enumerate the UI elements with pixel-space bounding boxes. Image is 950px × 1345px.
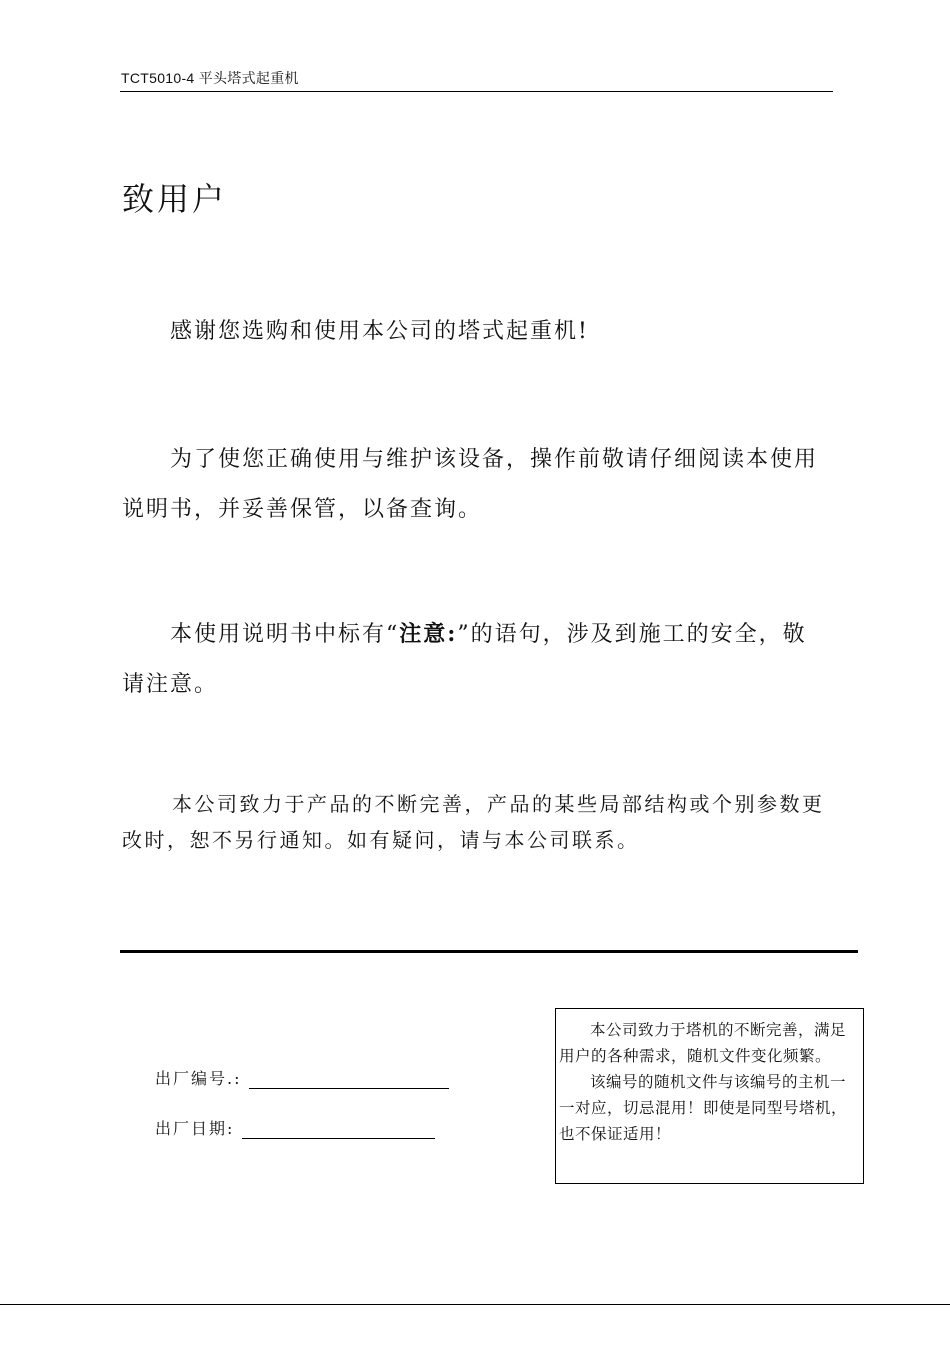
attention-keyword: 注意: (399, 621, 458, 647)
page-title: 致用户 (122, 180, 228, 218)
notice-text-1: 本公司致力于塔机的不断完善，满足用户的各种需求，随机文件变化频繁。 (559, 1021, 847, 1065)
attention-text-after: ”的语句，涉及到施工的安全，敬请注意。 (122, 622, 807, 697)
serial-number-label: 出厂编号.: (155, 1069, 242, 1088)
paragraph-read-manual: 为了使您正确使用与维护该设备，操作前敬请仔细阅读本使用说明书，并妥善保管，以备查询。 (122, 447, 819, 522)
notice-box (555, 1008, 864, 1184)
document-header-title: TCT5010-4 平头塔式起重机 (121, 70, 299, 86)
notice-text-2: 该编号的随机文件与该编号的主机一一对应，切忌混用！即使是同型号塔机，也不保证适用！ (559, 1073, 848, 1143)
serial-number-field (155, 1066, 449, 1089)
paragraph-product-improvement: 本公司致力于产品的不断完善，产品的某些局部结构或个别参数更改时，恕不另行通知。如有疑问，请与本公司联系。 (122, 792, 825, 852)
serial-number-blank (249, 1072, 449, 1089)
paragraph-attention (122, 609, 830, 710)
manufacture-date-field (155, 1116, 435, 1139)
footer-rule (0, 1304, 950, 1305)
attention-text-before: 本使用说明书中标有“ (170, 622, 400, 647)
manufacture-date-blank (242, 1122, 435, 1139)
manufacture-date-label: 出厂日期: (155, 1119, 235, 1138)
header-rule (120, 91, 833, 92)
paragraph-thanks: 感谢您选购和使用本公司的塔式起重机! (170, 319, 589, 344)
section-divider (120, 950, 858, 953)
